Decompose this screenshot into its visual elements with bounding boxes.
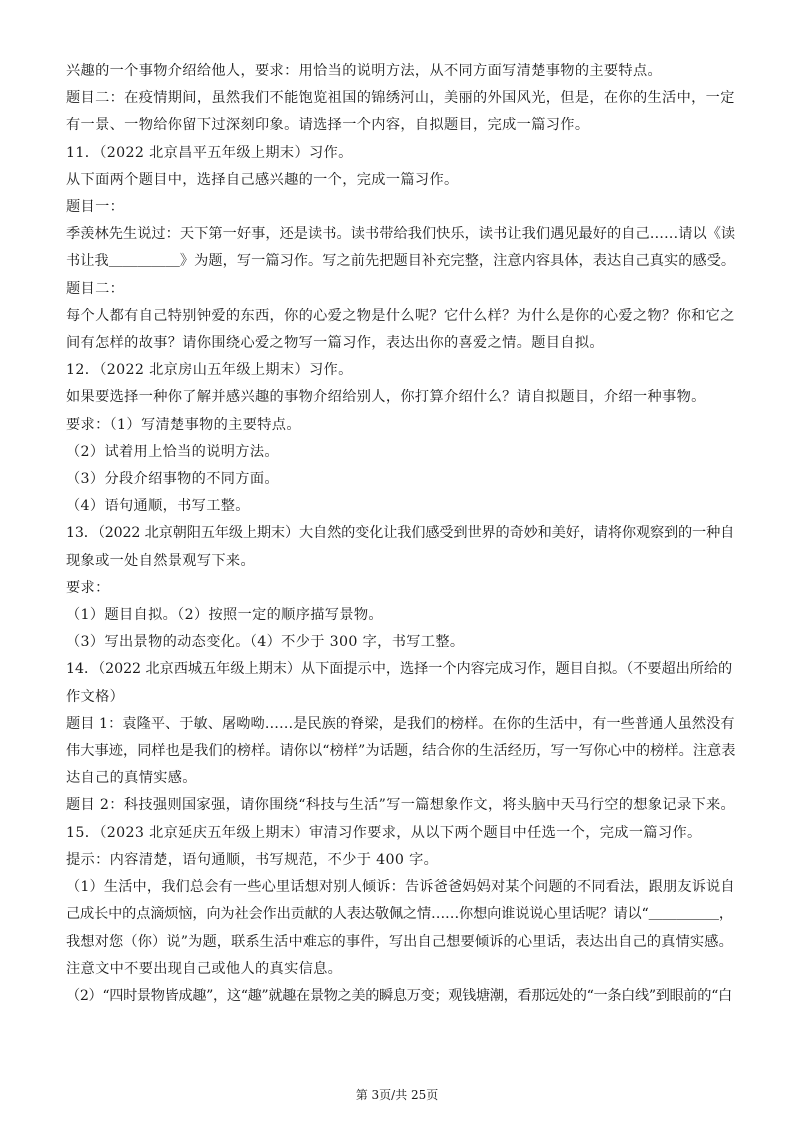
text-line: （2）试着用上恰当的说明方法。 xyxy=(66,443,279,460)
text-line: 达自己的真情实感。 xyxy=(66,770,197,787)
text-line: 作文格） xyxy=(66,688,125,705)
question-13-heading: 13．（2022 北京朝阳五年级上期末）大自然的变化让我们感受到世界的奇妙和美好，请将你观察到的一种自 xyxy=(66,525,735,542)
text-line: 季羡林先生说过：天下第一好事，还是读书。读书带给我们快乐，读书让我们遇见最好的自己……请以《读 xyxy=(66,226,736,243)
text-line: 提示：内容清楚，语句通顺，书写规范，不少于 400 字。 xyxy=(66,851,439,868)
text-line: （2）“四时景物皆成趣”，这“趣”就趣在景物之美的瞬息万变；观钱塘潮，看那远处的“一条白线”到眼前的“白 xyxy=(66,987,732,1004)
text-line: （1）题目自拟。（2）按照一定的顺序描写景物。 xyxy=(66,607,383,624)
text-line: 要求：（1）写清楚事物的主要特点。 xyxy=(66,416,301,433)
text-line: 每个人都有自己特别钟爱的东西，你的心爱之物是什么呢？它什么样？为什么是你的心爱之物？你和它之 xyxy=(66,307,735,324)
text-line: 如果要选择一种你了解并感兴趣的事物介绍给别人，你打算介绍什么？请自拟题目，介绍一种事物。 xyxy=(66,389,706,406)
text-line: 书让我＿＿＿＿＿》为题，写一篇习作。写之前先把题目补充完整，注意内容具体，表达自己真实的感受。 xyxy=(66,253,736,270)
question-12-heading: 12．（2022 北京房山五年级上期末）习作。 xyxy=(66,362,353,379)
text-line: 己成长中的点滴烦恼，向为社会作出贡献的人表达敬佩之情……你想向谁说说心里话呢？请以“＿＿＿＿＿， xyxy=(66,906,733,923)
text-line: 题目一： xyxy=(66,199,125,216)
text-line: 我想对您（你）说”为题，联系生活中难忘的事件，写出自己想要倾诉的心里话，表达出自己的真情实感。 xyxy=(66,933,733,950)
text-line: （4）语句通顺，书写工整。 xyxy=(66,498,250,515)
text-line: 要求： xyxy=(66,579,110,596)
question-11-heading: 11．（2022 北京昌平五年级上期末）习作。 xyxy=(66,144,353,161)
text-line: 题目 2：科技强则国家强，请你围绕“科技与生活”写一篇想象作文，将头脑中天马行空的想象记录下来。 xyxy=(66,797,736,814)
text-line: 兴趣的一个事物介绍给他人，要求：用恰当的说明方法，从不同方面写清楚事物的主要特点。 xyxy=(66,63,663,79)
text-line: （3）分段介绍事物的不同方面。 xyxy=(66,471,279,488)
text-line: 有一景、一物给你留下过深刻印象。请选择一个内容，自拟题目，完成一篇习作。 xyxy=(66,117,590,134)
text-line: 间有怎样的故事？请你围绕心爱之物写一篇习作，表达出你的喜爱之情。题目自拟。 xyxy=(66,335,604,352)
page-number: 第 3页/共 25页 xyxy=(355,1088,439,1102)
text-line: 注意文中不要出现自己或他人的真实信息。 xyxy=(66,960,343,977)
text-line: 题目二：在疫情期间，虽然我们不能饱览祖国的锦绣河山，美丽的外国风光，但是，在你的生活中，一定 xyxy=(66,90,735,107)
text-line: 题目二： xyxy=(66,280,125,297)
text-line: 现象或一处自然景观写下来。 xyxy=(66,552,255,569)
text-line: 伟大事迹，同样也是我们的榜样。请你以“榜样”为话题，结合你的生活经历，写一写你心中的榜样。注意表 xyxy=(66,743,736,760)
question-15-heading: 15．（2023 北京延庆五年级上期末）审清习作要求，从以下两个题目中任选一个，完成一篇习作。 xyxy=(66,824,702,841)
document-body xyxy=(66,58,736,1010)
text-line: 从下面两个题目中，选择自己感兴趣的一个，完成一篇习作。 xyxy=(66,171,459,188)
text-line: （1）生活中，我们总会有一些心里话想对别人倾诉：告诉爸爸妈妈对某个问题的不同看法，跟朋友诉说自 xyxy=(66,879,735,896)
text-line: 题目 1：袁隆平、于敏、屠呦呦……是民族的脊梁，是我们的榜样。在你的生活中，有一些普通人虽然没有 xyxy=(66,715,735,732)
question-14-heading: 14．（2022 北京西城五年级上期末）从下面提示中，选择一个内容完成习作，题目自拟。（不要超出所给的 xyxy=(66,661,733,678)
text-line: （3）写出景物的动态变化。（4）不少于 300 字，书写工整。 xyxy=(66,634,465,651)
